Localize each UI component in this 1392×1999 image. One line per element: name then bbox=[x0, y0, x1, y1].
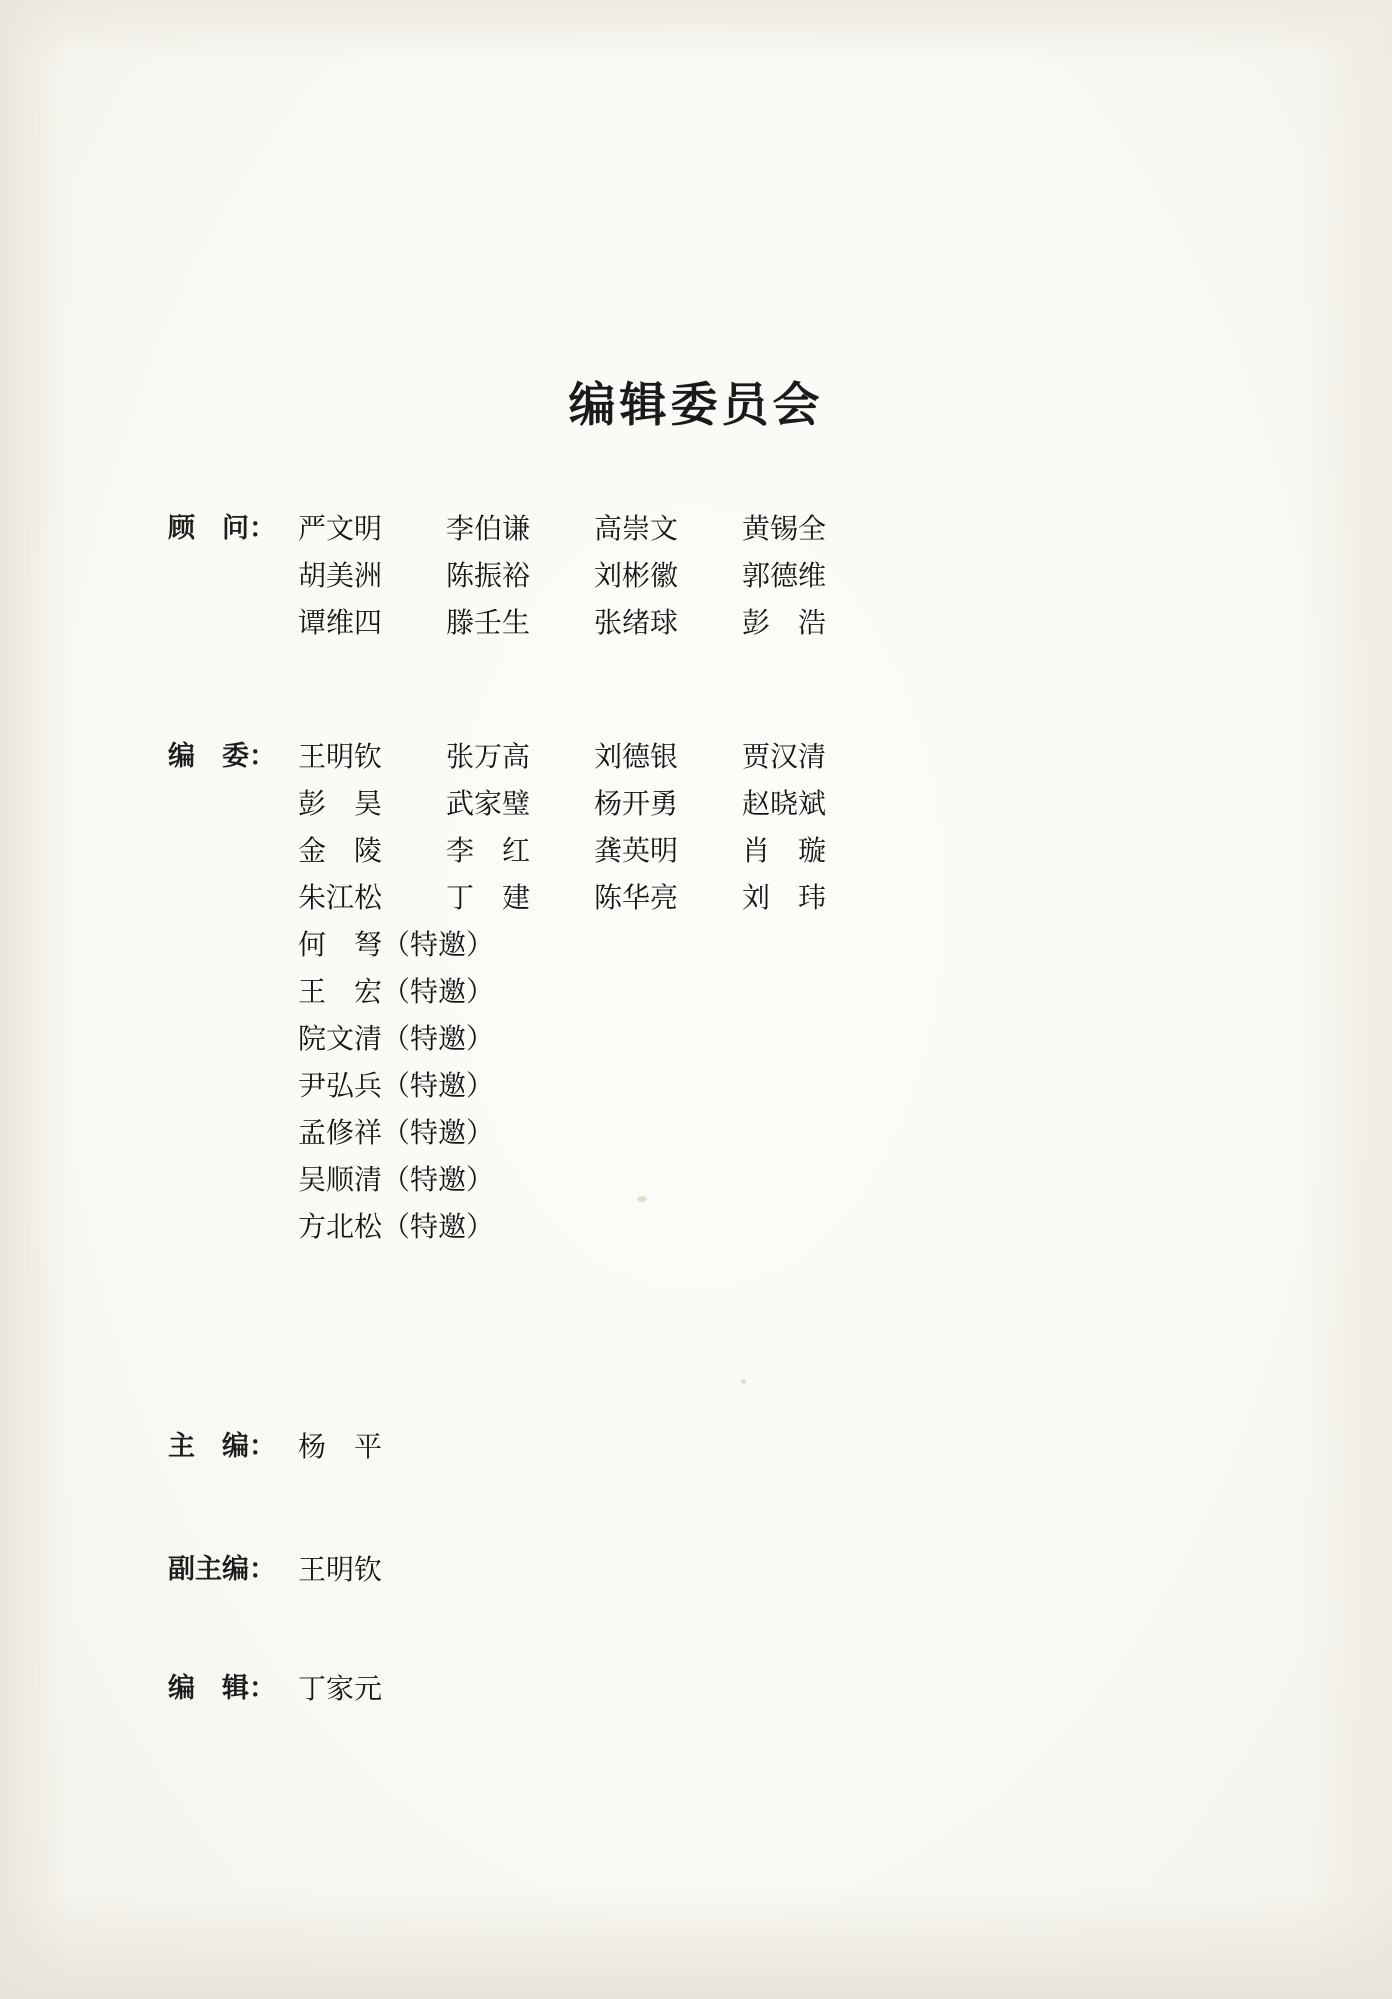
board-member-name: 龚英明 bbox=[594, 834, 679, 867]
board-member-name: 刘德银 bbox=[594, 740, 679, 773]
advisors-names bbox=[298, 512, 1268, 653]
deputy-chief-editor-value: 王明钦 bbox=[298, 1553, 383, 1586]
advisor-name: 彭 浩 bbox=[742, 606, 827, 639]
board-member-name: 王明钦 bbox=[298, 740, 383, 773]
deputy-chief-editor-label: 副主编： bbox=[168, 1554, 276, 1585]
name-line bbox=[298, 512, 1268, 546]
board-member-name: 张万高 bbox=[446, 740, 531, 773]
advisor-name: 黄锡全 bbox=[742, 512, 827, 545]
board-member-name: 杨开勇 bbox=[594, 787, 679, 820]
invited-line bbox=[298, 928, 1268, 962]
invited-line bbox=[298, 1116, 1268, 1150]
editorial-board-names bbox=[298, 740, 1268, 1257]
advisor-name: 谭维四 bbox=[298, 606, 383, 639]
invited-line bbox=[298, 1210, 1268, 1244]
advisor-name: 滕壬生 bbox=[446, 606, 531, 639]
name-line bbox=[298, 834, 1268, 868]
advisor-name: 刘彬徽 bbox=[594, 559, 679, 592]
advisor-name: 胡美洲 bbox=[298, 559, 383, 592]
board-member-name: 彭 昊 bbox=[298, 787, 383, 820]
advisor-name: 严文明 bbox=[298, 512, 383, 545]
board-member-name: 金 陵 bbox=[298, 834, 383, 867]
invited-line bbox=[298, 975, 1268, 1009]
page-title: 编辑委员会 bbox=[568, 378, 824, 433]
invited-member-name: 孟修祥（特邀） bbox=[298, 1116, 495, 1149]
name-line bbox=[298, 740, 1268, 774]
editor-row bbox=[168, 1672, 1268, 1706]
invited-member-name: 吴顺清（特邀） bbox=[298, 1163, 495, 1196]
chief-editor-value: 杨 平 bbox=[298, 1430, 383, 1463]
advisor-name: 陈振裕 bbox=[446, 559, 531, 592]
invited-member-name: 何 弩（特邀） bbox=[298, 928, 495, 961]
section-editorial-board bbox=[168, 740, 1268, 1283]
section-chief-editor bbox=[168, 1430, 1268, 1464]
chief-editor-row bbox=[168, 1430, 1268, 1464]
invited-member-name: 方北松（特邀） bbox=[298, 1210, 495, 1243]
advisor-name: 郭德维 bbox=[742, 559, 827, 592]
board-member-name: 李 红 bbox=[446, 834, 531, 867]
board-member-name: 肖 璇 bbox=[742, 834, 827, 867]
board-member-name: 武家璧 bbox=[446, 787, 531, 820]
chief-editor-label: 主 编： bbox=[168, 1431, 276, 1462]
name-line bbox=[298, 787, 1268, 821]
invited-member-name: 尹弘兵（特邀） bbox=[298, 1069, 495, 1102]
advisor-name: 张绪球 bbox=[594, 606, 679, 639]
name-line bbox=[298, 559, 1268, 593]
section-advisors bbox=[168, 512, 1268, 679]
editorial-board-label: 编 委： bbox=[168, 741, 276, 772]
advisors-label: 顾 问： bbox=[168, 513, 276, 544]
invited-line bbox=[298, 1163, 1268, 1197]
board-member-name: 陈华亮 bbox=[594, 881, 679, 914]
invited-member-name: 院文清（特邀） bbox=[298, 1022, 495, 1055]
deputy-chief-editor-row bbox=[168, 1553, 1268, 1587]
invited-line bbox=[298, 1069, 1268, 1103]
board-member-name: 赵晓斌 bbox=[742, 787, 827, 820]
board-member-name: 丁 建 bbox=[446, 881, 531, 914]
name-line bbox=[298, 606, 1268, 640]
invited-line bbox=[298, 1022, 1268, 1056]
editorial-board-row bbox=[168, 740, 1268, 1257]
section-deputy-chief-editor bbox=[168, 1553, 1268, 1587]
advisor-name: 李伯谦 bbox=[446, 512, 531, 545]
advisor-name: 高崇文 bbox=[594, 512, 679, 545]
name-line bbox=[298, 881, 1268, 915]
invited-member-name: 王 宏（特邀） bbox=[298, 975, 495, 1008]
board-member-name: 朱江松 bbox=[298, 881, 383, 914]
advisors-row bbox=[168, 512, 1268, 653]
section-editor bbox=[168, 1672, 1268, 1706]
board-member-name: 刘 玮 bbox=[742, 881, 827, 914]
editor-value: 丁家元 bbox=[298, 1672, 383, 1705]
editor-label: 编 辑： bbox=[168, 1673, 276, 1704]
board-member-name: 贾汉清 bbox=[742, 740, 827, 773]
